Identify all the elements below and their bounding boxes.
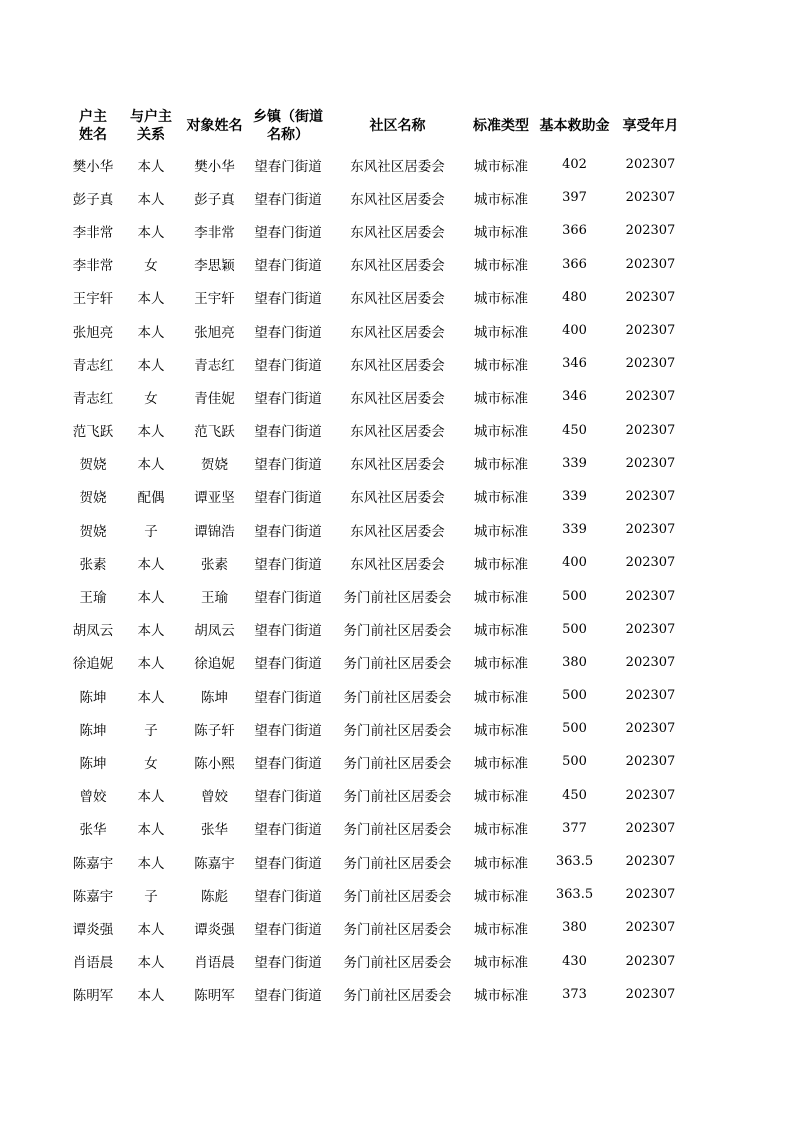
- header-householder-name: [66, 104, 120, 148]
- cell-township: 望春门街道: [254, 590, 322, 607]
- cell-householder-name: 张华: [79, 822, 107, 839]
- cell-benefit-month: 202307: [625, 323, 676, 339]
- cell-community-name: 东风社区居委会: [350, 390, 445, 407]
- cell-standard-type: 城市标准: [474, 689, 528, 706]
- cell-township: 望春门街道: [254, 324, 322, 341]
- cell-benefit-month: 202307: [625, 422, 676, 438]
- cell-standard-type: 城市标准: [474, 490, 528, 507]
- cell-subject-name: 张旭亮: [194, 324, 235, 341]
- table-row: [66, 945, 688, 978]
- cell-township: 望春门街道: [254, 424, 322, 441]
- header-line: 姓名: [79, 127, 107, 143]
- cell-householder-name: 胡凤云: [72, 623, 114, 640]
- cell-benefit-month: 202307: [625, 389, 676, 405]
- cell-relief-amount: 500: [562, 721, 587, 737]
- cell-benefit-month: 202307: [625, 289, 676, 305]
- cell-relation: 本人: [137, 324, 165, 341]
- cell-relation: 女: [144, 258, 158, 275]
- cell-relief-amount: 397: [562, 190, 587, 206]
- cell-community-name: 东风社区居委会: [350, 357, 445, 374]
- cell-relief-amount: 346: [562, 356, 587, 372]
- table-row: [66, 447, 688, 480]
- header-line: 社区名称: [369, 118, 426, 134]
- cell-benefit-month: 202307: [625, 721, 676, 737]
- cell-relief-amount: 377: [562, 820, 587, 836]
- cell-relation: 本人: [137, 988, 165, 1005]
- cell-standard-type: 城市标准: [474, 988, 528, 1005]
- cell-relief-amount: 500: [562, 588, 587, 604]
- cell-householder-name: 陈嘉宇: [72, 855, 114, 872]
- table-row: [66, 214, 688, 247]
- cell-community-name: 东风社区居委会: [350, 556, 445, 573]
- cell-relief-amount: 430: [562, 953, 587, 969]
- cell-township: 望春门街道: [254, 523, 322, 540]
- cell-relation: 本人: [137, 855, 165, 872]
- cell-subject-name: 陈彪: [201, 888, 228, 905]
- cell-standard-type: 城市标准: [474, 822, 528, 839]
- cell-township: 望春门街道: [254, 490, 322, 507]
- cell-benefit-month: 202307: [625, 190, 676, 206]
- cell-community-name: 东风社区居委会: [350, 224, 445, 241]
- cell-relation: 本人: [137, 556, 165, 573]
- cell-subject-name: 李非常: [194, 224, 235, 241]
- table-row: [66, 812, 688, 845]
- cell-subject-name: 范飞跃: [194, 424, 235, 441]
- table-body: [66, 148, 688, 1011]
- table-row: [66, 480, 688, 513]
- cell-relation: 本人: [137, 424, 165, 441]
- cell-benefit-month: 202307: [625, 754, 676, 770]
- cell-subject-name: 贺娆: [201, 457, 228, 474]
- table-row: [66, 579, 688, 612]
- cell-relief-amount: 373: [562, 986, 587, 1002]
- cell-standard-type: 城市标准: [474, 291, 528, 308]
- cell-benefit-month: 202307: [625, 887, 676, 903]
- header-line: 基本救助金: [539, 118, 610, 134]
- cell-community-name: 东风社区居委会: [350, 523, 445, 540]
- cell-community-name: 务门前社区居委会: [343, 822, 452, 839]
- cell-relation: 配偶: [137, 490, 165, 507]
- cell-standard-type: 城市标准: [474, 191, 528, 208]
- cell-community-name: 务门前社区居委会: [343, 955, 452, 972]
- cell-subject-name: 谭炎强: [194, 921, 235, 938]
- cell-relation: 本人: [137, 689, 165, 706]
- header-standard-type: [466, 104, 536, 148]
- table-row: [66, 513, 688, 546]
- cell-householder-name: 贺娆: [79, 457, 107, 474]
- cell-community-name: 务门前社区居委会: [343, 888, 452, 905]
- header-subject-name: [182, 104, 247, 148]
- cell-benefit-month: 202307: [625, 820, 676, 836]
- table-row: [66, 845, 688, 878]
- cell-benefit-month: 202307: [625, 455, 676, 471]
- cell-standard-type: 城市标准: [474, 855, 528, 872]
- cell-subject-name: 陈坤: [201, 689, 228, 706]
- cell-relation: 本人: [137, 955, 165, 972]
- cell-relief-amount: 500: [562, 621, 587, 637]
- cell-relation: 子: [144, 888, 158, 905]
- cell-township: 望春门街道: [254, 556, 322, 573]
- cell-householder-name: 彭子真: [72, 191, 114, 208]
- cell-subject-name: 陈嘉宇: [194, 855, 235, 872]
- cell-township: 望春门街道: [254, 191, 322, 208]
- cell-relation: 本人: [137, 158, 165, 175]
- table-row: [66, 911, 688, 944]
- cell-subject-name: 陈小熙: [194, 755, 235, 772]
- cell-subject-name: 樊小华: [194, 158, 235, 175]
- cell-relation: 女: [144, 755, 158, 772]
- cell-township: 望春门街道: [254, 390, 322, 407]
- header-line: 享受年月: [622, 118, 679, 134]
- cell-householder-name: 青志红: [72, 357, 114, 374]
- cell-subject-name: 肖语晨: [194, 955, 235, 972]
- cell-householder-name: 张旭亮: [72, 324, 114, 341]
- header-line: 乡镇（街道: [253, 109, 323, 125]
- header-basic-relief-amount: [536, 104, 613, 148]
- cell-householder-name: 陈坤: [79, 755, 107, 772]
- cell-standard-type: 城市标准: [474, 158, 528, 175]
- table-row: [66, 679, 688, 712]
- cell-community-name: 务门前社区居委会: [343, 623, 452, 640]
- cell-relief-amount: 380: [562, 654, 587, 670]
- cell-township: 望春门街道: [254, 291, 322, 308]
- cell-relation: 本人: [137, 357, 165, 374]
- cell-householder-name: 陈坤: [79, 722, 107, 739]
- header-line: 关系: [137, 127, 165, 143]
- cell-subject-name: 青佳妮: [194, 390, 235, 407]
- cell-householder-name: 肖语晨: [72, 955, 114, 972]
- cell-householder-name: 王瑜: [79, 590, 107, 607]
- cell-standard-type: 城市标准: [474, 656, 528, 673]
- cell-standard-type: 城市标准: [474, 258, 528, 275]
- cell-relation: 女: [144, 390, 158, 407]
- cell-householder-name: 陈明军: [72, 988, 114, 1005]
- cell-householder-name: 谭炎强: [72, 921, 114, 938]
- cell-community-name: 东风社区居委会: [350, 158, 445, 175]
- cell-householder-name: 范飞跃: [72, 424, 114, 441]
- cell-benefit-month: 202307: [625, 787, 676, 803]
- header-community-name: [329, 104, 466, 148]
- cell-relation: 本人: [137, 822, 165, 839]
- cell-householder-name: 徐追妮: [72, 656, 114, 673]
- cell-community-name: 务门前社区居委会: [343, 689, 452, 706]
- cell-community-name: 务门前社区居委会: [343, 921, 452, 938]
- cell-standard-type: 城市标准: [474, 789, 528, 806]
- cell-relation: 子: [144, 722, 158, 739]
- cell-subject-name: 青志红: [194, 357, 235, 374]
- cell-relief-amount: 380: [562, 920, 587, 936]
- cell-relief-amount: 339: [562, 522, 587, 538]
- cell-subject-name: 张素: [201, 556, 228, 573]
- cell-subject-name: 王瑜: [201, 590, 228, 607]
- cell-householder-name: 张素: [79, 556, 107, 573]
- cell-standard-type: 城市标准: [474, 888, 528, 905]
- table-row: [66, 380, 688, 413]
- cell-relief-amount: 363.5: [555, 854, 594, 870]
- cell-benefit-month: 202307: [625, 920, 676, 936]
- cell-standard-type: 城市标准: [474, 390, 528, 407]
- cell-relief-amount: 339: [562, 488, 587, 504]
- cell-township: 望春门街道: [254, 888, 322, 905]
- cell-benefit-month: 202307: [625, 256, 676, 272]
- cell-relation: 本人: [137, 789, 165, 806]
- cell-relief-amount: 402: [562, 157, 587, 173]
- cell-relief-amount: 500: [562, 688, 587, 704]
- cell-standard-type: 城市标准: [474, 324, 528, 341]
- header-benefit-month: [613, 104, 688, 148]
- cell-township: 望春门街道: [254, 357, 322, 374]
- table-row: [66, 314, 688, 347]
- cell-community-name: 东风社区居委会: [350, 324, 445, 341]
- cell-relation: 本人: [137, 921, 165, 938]
- cell-standard-type: 城市标准: [474, 523, 528, 540]
- cell-township: 望春门街道: [254, 722, 322, 739]
- cell-relation: 本人: [137, 191, 165, 208]
- table-row: [66, 878, 688, 911]
- header-line: 对象姓名: [186, 118, 243, 134]
- cell-standard-type: 城市标准: [474, 357, 528, 374]
- table-row: [66, 779, 688, 812]
- table-row: [66, 181, 688, 214]
- cell-township: 望春门街道: [254, 656, 322, 673]
- cell-householder-name: 陈嘉宇: [72, 888, 114, 905]
- header-line: 名称）: [267, 127, 309, 143]
- cell-township: 望春门街道: [254, 623, 322, 640]
- cell-subject-name: 曾姣: [201, 789, 228, 806]
- cell-standard-type: 城市标准: [474, 955, 528, 972]
- table-row: [66, 248, 688, 281]
- cell-benefit-month: 202307: [625, 621, 676, 637]
- table-row: [66, 613, 688, 646]
- cell-relief-amount: 366: [562, 256, 587, 272]
- table-row: [66, 978, 688, 1011]
- cell-township: 望春门街道: [254, 955, 322, 972]
- cell-householder-name: 陈坤: [79, 689, 107, 706]
- cell-relief-amount: 400: [562, 323, 587, 339]
- cell-community-name: 东风社区居委会: [350, 191, 445, 208]
- cell-benefit-month: 202307: [625, 356, 676, 372]
- cell-benefit-month: 202307: [625, 522, 676, 538]
- cell-relation: 本人: [137, 656, 165, 673]
- cell-township: 望春门街道: [254, 988, 322, 1005]
- cell-standard-type: 城市标准: [474, 590, 528, 607]
- cell-relation: 本人: [137, 457, 165, 474]
- cell-community-name: 务门前社区居委会: [343, 789, 452, 806]
- cell-benefit-month: 202307: [625, 854, 676, 870]
- cell-community-name: 务门前社区居委会: [343, 590, 452, 607]
- cell-community-name: 东风社区居委会: [350, 457, 445, 474]
- cell-relief-amount: 363.5: [555, 887, 594, 903]
- cell-benefit-month: 202307: [625, 488, 676, 504]
- cell-benefit-month: 202307: [625, 953, 676, 969]
- table-row: [66, 148, 688, 181]
- cell-standard-type: 城市标准: [474, 921, 528, 938]
- cell-township: 望春门街道: [254, 921, 322, 938]
- table-row: [66, 347, 688, 380]
- header-relation: [120, 104, 182, 148]
- cell-township: 望春门街道: [254, 755, 322, 772]
- cell-township: 望春门街道: [254, 457, 322, 474]
- cell-relief-amount: 366: [562, 223, 587, 239]
- cell-subject-name: 李思颖: [194, 258, 235, 275]
- cell-community-name: 务门前社区居委会: [343, 988, 452, 1005]
- cell-standard-type: 城市标准: [474, 457, 528, 474]
- cell-community-name: 务门前社区居委会: [343, 722, 452, 739]
- cell-community-name: 东风社区居委会: [350, 291, 445, 308]
- cell-relief-amount: 400: [562, 555, 587, 571]
- cell-standard-type: 城市标准: [474, 722, 528, 739]
- cell-relation: 本人: [137, 590, 165, 607]
- cell-township: 望春门街道: [254, 689, 322, 706]
- cell-benefit-month: 202307: [625, 986, 676, 1002]
- cell-relief-amount: 346: [562, 389, 587, 405]
- cell-community-name: 务门前社区居委会: [343, 755, 452, 772]
- cell-subject-name: 陈子轩: [194, 722, 235, 739]
- cell-township: 望春门街道: [254, 224, 322, 241]
- cell-relief-amount: 450: [562, 422, 587, 438]
- cell-relief-amount: 480: [562, 289, 587, 305]
- cell-benefit-month: 202307: [625, 555, 676, 571]
- cell-householder-name: 贺娆: [79, 490, 107, 507]
- cell-standard-type: 城市标准: [474, 755, 528, 772]
- cell-relief-amount: 450: [562, 787, 587, 803]
- cell-township: 望春门街道: [254, 789, 322, 806]
- cell-community-name: 东风社区居委会: [350, 424, 445, 441]
- cell-householder-name: 樊小华: [72, 158, 114, 175]
- table-row: [66, 712, 688, 745]
- cell-householder-name: 青志红: [72, 390, 114, 407]
- cell-householder-name: 李非常: [72, 258, 114, 275]
- table-row: [66, 546, 688, 579]
- cell-standard-type: 城市标准: [474, 224, 528, 241]
- table-row: [66, 414, 688, 447]
- header-township: [247, 104, 329, 148]
- cell-benefit-month: 202307: [625, 588, 676, 604]
- cell-benefit-month: 202307: [625, 688, 676, 704]
- cell-township: 望春门街道: [254, 158, 322, 175]
- table-row: [66, 646, 688, 679]
- cell-community-name: 东风社区居委会: [350, 490, 445, 507]
- table-row: [66, 281, 688, 314]
- cell-householder-name: 贺娆: [79, 523, 107, 540]
- cell-subject-name: 谭锦浩: [194, 523, 235, 540]
- cell-householder-name: 曾姣: [79, 789, 107, 806]
- header-row: [66, 104, 688, 148]
- cell-subject-name: 张华: [201, 822, 228, 839]
- cell-standard-type: 城市标准: [474, 424, 528, 441]
- cell-standard-type: 城市标准: [474, 623, 528, 640]
- cell-householder-name: 李非常: [72, 224, 114, 241]
- header-line: 户主: [79, 109, 107, 125]
- cell-subject-name: 胡凤云: [194, 623, 235, 640]
- cell-householder-name: 王宇轩: [72, 291, 114, 308]
- cell-relation: 本人: [137, 291, 165, 308]
- cell-relief-amount: 500: [562, 754, 587, 770]
- cell-relation: 子: [144, 523, 158, 540]
- cell-subject-name: 谭亚坚: [194, 490, 235, 507]
- cell-benefit-month: 202307: [625, 157, 676, 173]
- cell-township: 望春门街道: [254, 258, 322, 275]
- cell-township: 望春门街道: [254, 822, 322, 839]
- cell-subject-name: 徐追妮: [194, 656, 235, 673]
- relief-roster-table: [66, 104, 688, 1011]
- cell-relief-amount: 339: [562, 455, 587, 471]
- cell-standard-type: 城市标准: [474, 556, 528, 573]
- cell-relation: 本人: [137, 224, 165, 241]
- cell-benefit-month: 202307: [625, 223, 676, 239]
- cell-subject-name: 王宇轩: [194, 291, 235, 308]
- header-line: 与户主: [130, 109, 172, 125]
- cell-benefit-month: 202307: [625, 654, 676, 670]
- cell-community-name: 东风社区居委会: [350, 258, 445, 275]
- cell-community-name: 务门前社区居委会: [343, 656, 452, 673]
- cell-relation: 本人: [137, 623, 165, 640]
- cell-community-name: 务门前社区居委会: [343, 855, 452, 872]
- cell-subject-name: 陈明军: [194, 988, 235, 1005]
- cell-township: 望春门街道: [254, 855, 322, 872]
- table-row: [66, 745, 688, 778]
- header-line: 标准类型: [473, 118, 529, 134]
- cell-subject-name: 彭子真: [194, 191, 235, 208]
